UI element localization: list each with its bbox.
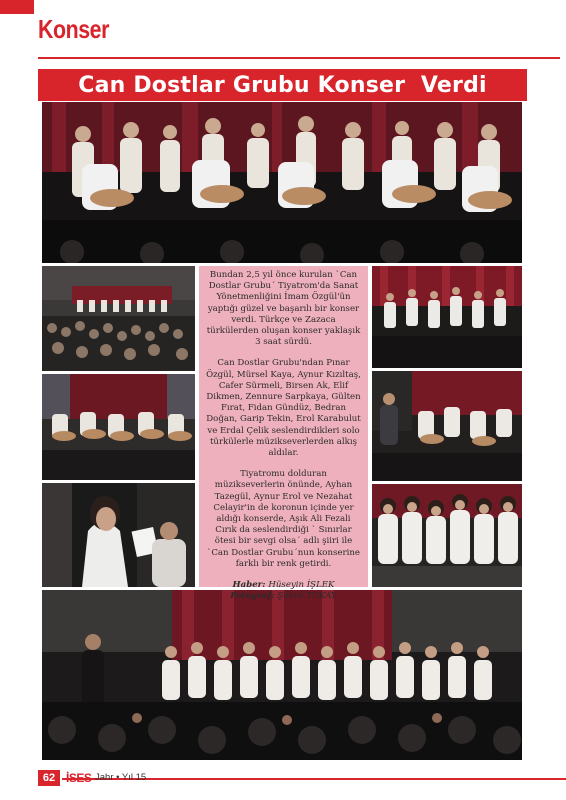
photo-choir-white <box>372 484 522 587</box>
credit-photo-label: Fotograf: <box>230 591 275 602</box>
page-number: 62 <box>38 770 60 786</box>
headline-banner <box>38 69 527 101</box>
corner-accent-bar <box>0 0 34 14</box>
article-text-panel <box>199 266 368 602</box>
magazine-logo: İSES <box>66 771 92 785</box>
photo-audience-wide <box>42 266 195 371</box>
photo-finale <box>42 590 522 760</box>
photo-musicians-seated <box>42 374 195 480</box>
photo-stage-ensemble <box>42 102 522 263</box>
article-paragraph: Can Dostlar Grubu'ndan Pınar Özgül, Mürsel Kaya, Aynur Kızıltaş, Cafer Sürmeli, Birsen Ak, Elif Dikmen, Zennure Sarpkaya, Gülten Fırat, Fidan Gündüz, Bedran Doğan, Garip Tekin, Erol Karabulut ve Erdal Çelik seslendirdikleri solo türkülerle müzikseverlerden alkış aldılar. <box>206 358 361 459</box>
photo-soloist-right <box>372 371 522 481</box>
section-rule <box>38 57 560 59</box>
photo-choir-right-top <box>372 266 522 368</box>
credit-news <box>205 580 362 591</box>
section-label: Konser <box>38 14 109 44</box>
article-headline: Can Dostlar Grubu Konser Verdi <box>78 72 487 98</box>
credit-news-label: Haber: <box>232 580 266 591</box>
credit-photo-value: Şükrü TOKAY <box>277 591 337 602</box>
article-paragraph: Bundan 2,5 yıl önce kurulan `Can Dostlar Grubu´ Tiyatrom'da Sanat Yönetmenliğini İmam Özgül'ün yaptığı güzel ve başarılı bir konser verdi. Türkçe ve Zazaca türkülerden oluşan konser yaklaşık 3 saat sürdü. <box>206 270 361 348</box>
issue-label: Jahr • Yıl 15 <box>95 772 147 783</box>
credit-photo <box>205 591 362 602</box>
article-paragraph: Tiyatromu dolduran müzikseverlerin önünde, Ayhan Tazegül, Aynur Erol ve Nezahat Celayir'in de koronun içinde yer aldığı konserde, Aşık Ali Fezali Cırık da seslendirdiği ` Sınırlar ötesi bir sevgi olsa´ adlı şiiri ile `Can Dostlar Grubu´nun konserine farklı bir renk getirdi. <box>207 469 360 569</box>
credit-news-value: Hüseyin İŞLEK <box>268 580 335 591</box>
photo-reciter <box>42 483 195 587</box>
